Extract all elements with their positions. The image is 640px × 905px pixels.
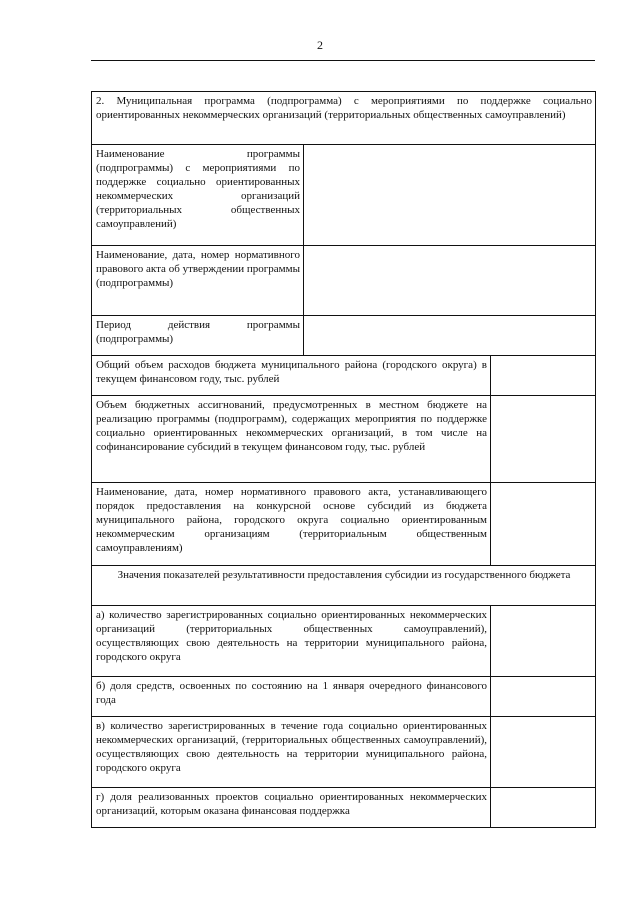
indicator-g-label: г) доля реализованных проектов социально ориентированных некоммерческих организаций, которым оказана финансовая поддержка [92,788,491,828]
budget-total-label: Общий объем расходов бюджета муниципального района (городского округа) в текущем финансовом году, тыс. рублей [92,356,491,396]
budget-table [91,355,596,828]
indicator-b-value[interactable] [491,677,596,717]
page-number: 2 [317,38,323,52]
indicator-a-value[interactable] [491,606,596,677]
indicator-a-label: а) количество зарегистрированных социально ориентированных некоммерческих организаций (территориальных общественных самоуправлений), осуществляющих свою деятельность на территории муниципального района, городского округа [92,606,491,677]
program-act-value[interactable] [304,246,596,316]
program-name-value[interactable] [304,145,596,246]
budget-allocation-label: Объем бюджетных ассигнований, предусмотренных в местном бюджете на реализацию программы (подпрограмм), содержащих мероприятия по поддержке социально ориентированных некоммерческих организаций, в том числе на софинансирование субсидий в текущем финансовом году, тыс. рублей [92,396,491,483]
program-name-label: Наименование программы (подпрограммы) с мероприятиями по поддержке социально ориентированных некоммерческих организаций (территориальных общественных самоуправлений) [92,145,304,246]
budget-total-value[interactable] [491,356,596,396]
header-rule [91,60,595,61]
budget-act-label: Наименование, дата, номер нормативного правового акта, устанавливающего порядок предоставления на конкурсной основе субсидий из бюджета муниципального района, городского округа социально ориентированным некоммерческим организациям (территориальным общественным самоуправлениям) [92,483,491,566]
program-period-label: Период действия программы (подпрограммы) [92,316,304,356]
indicators-header: Значения показателей результативности предоставления субсидии из государственного бюджета [92,566,596,606]
indicator-g-value[interactable] [491,788,596,828]
section-header: 2. Муниципальная программа (подпрограмма) с мероприятиями по поддержке социально ориентированных некоммерческих организаций (территориальных общественных самоуправлений) [92,92,596,145]
budget-allocation-value[interactable] [491,396,596,483]
program-period-value[interactable] [304,316,596,356]
program-act-label: Наименование, дата, номер нормативного правового акта об утверждении программы (подпрограммы) [92,246,304,316]
program-table [91,91,596,356]
indicator-b-label: б) доля средств, освоенных по состоянию на 1 января очередного финансового года [92,677,491,717]
indicator-v-value[interactable] [491,717,596,788]
budget-act-value[interactable] [491,483,596,566]
indicator-v-label: в) количество зарегистрированных в течение года социально ориентированных некоммерческих организаций, (территориальных общественных самоуправлений), осуществляющих свою деятельность на территории муниципального района, городского округа [92,717,491,788]
